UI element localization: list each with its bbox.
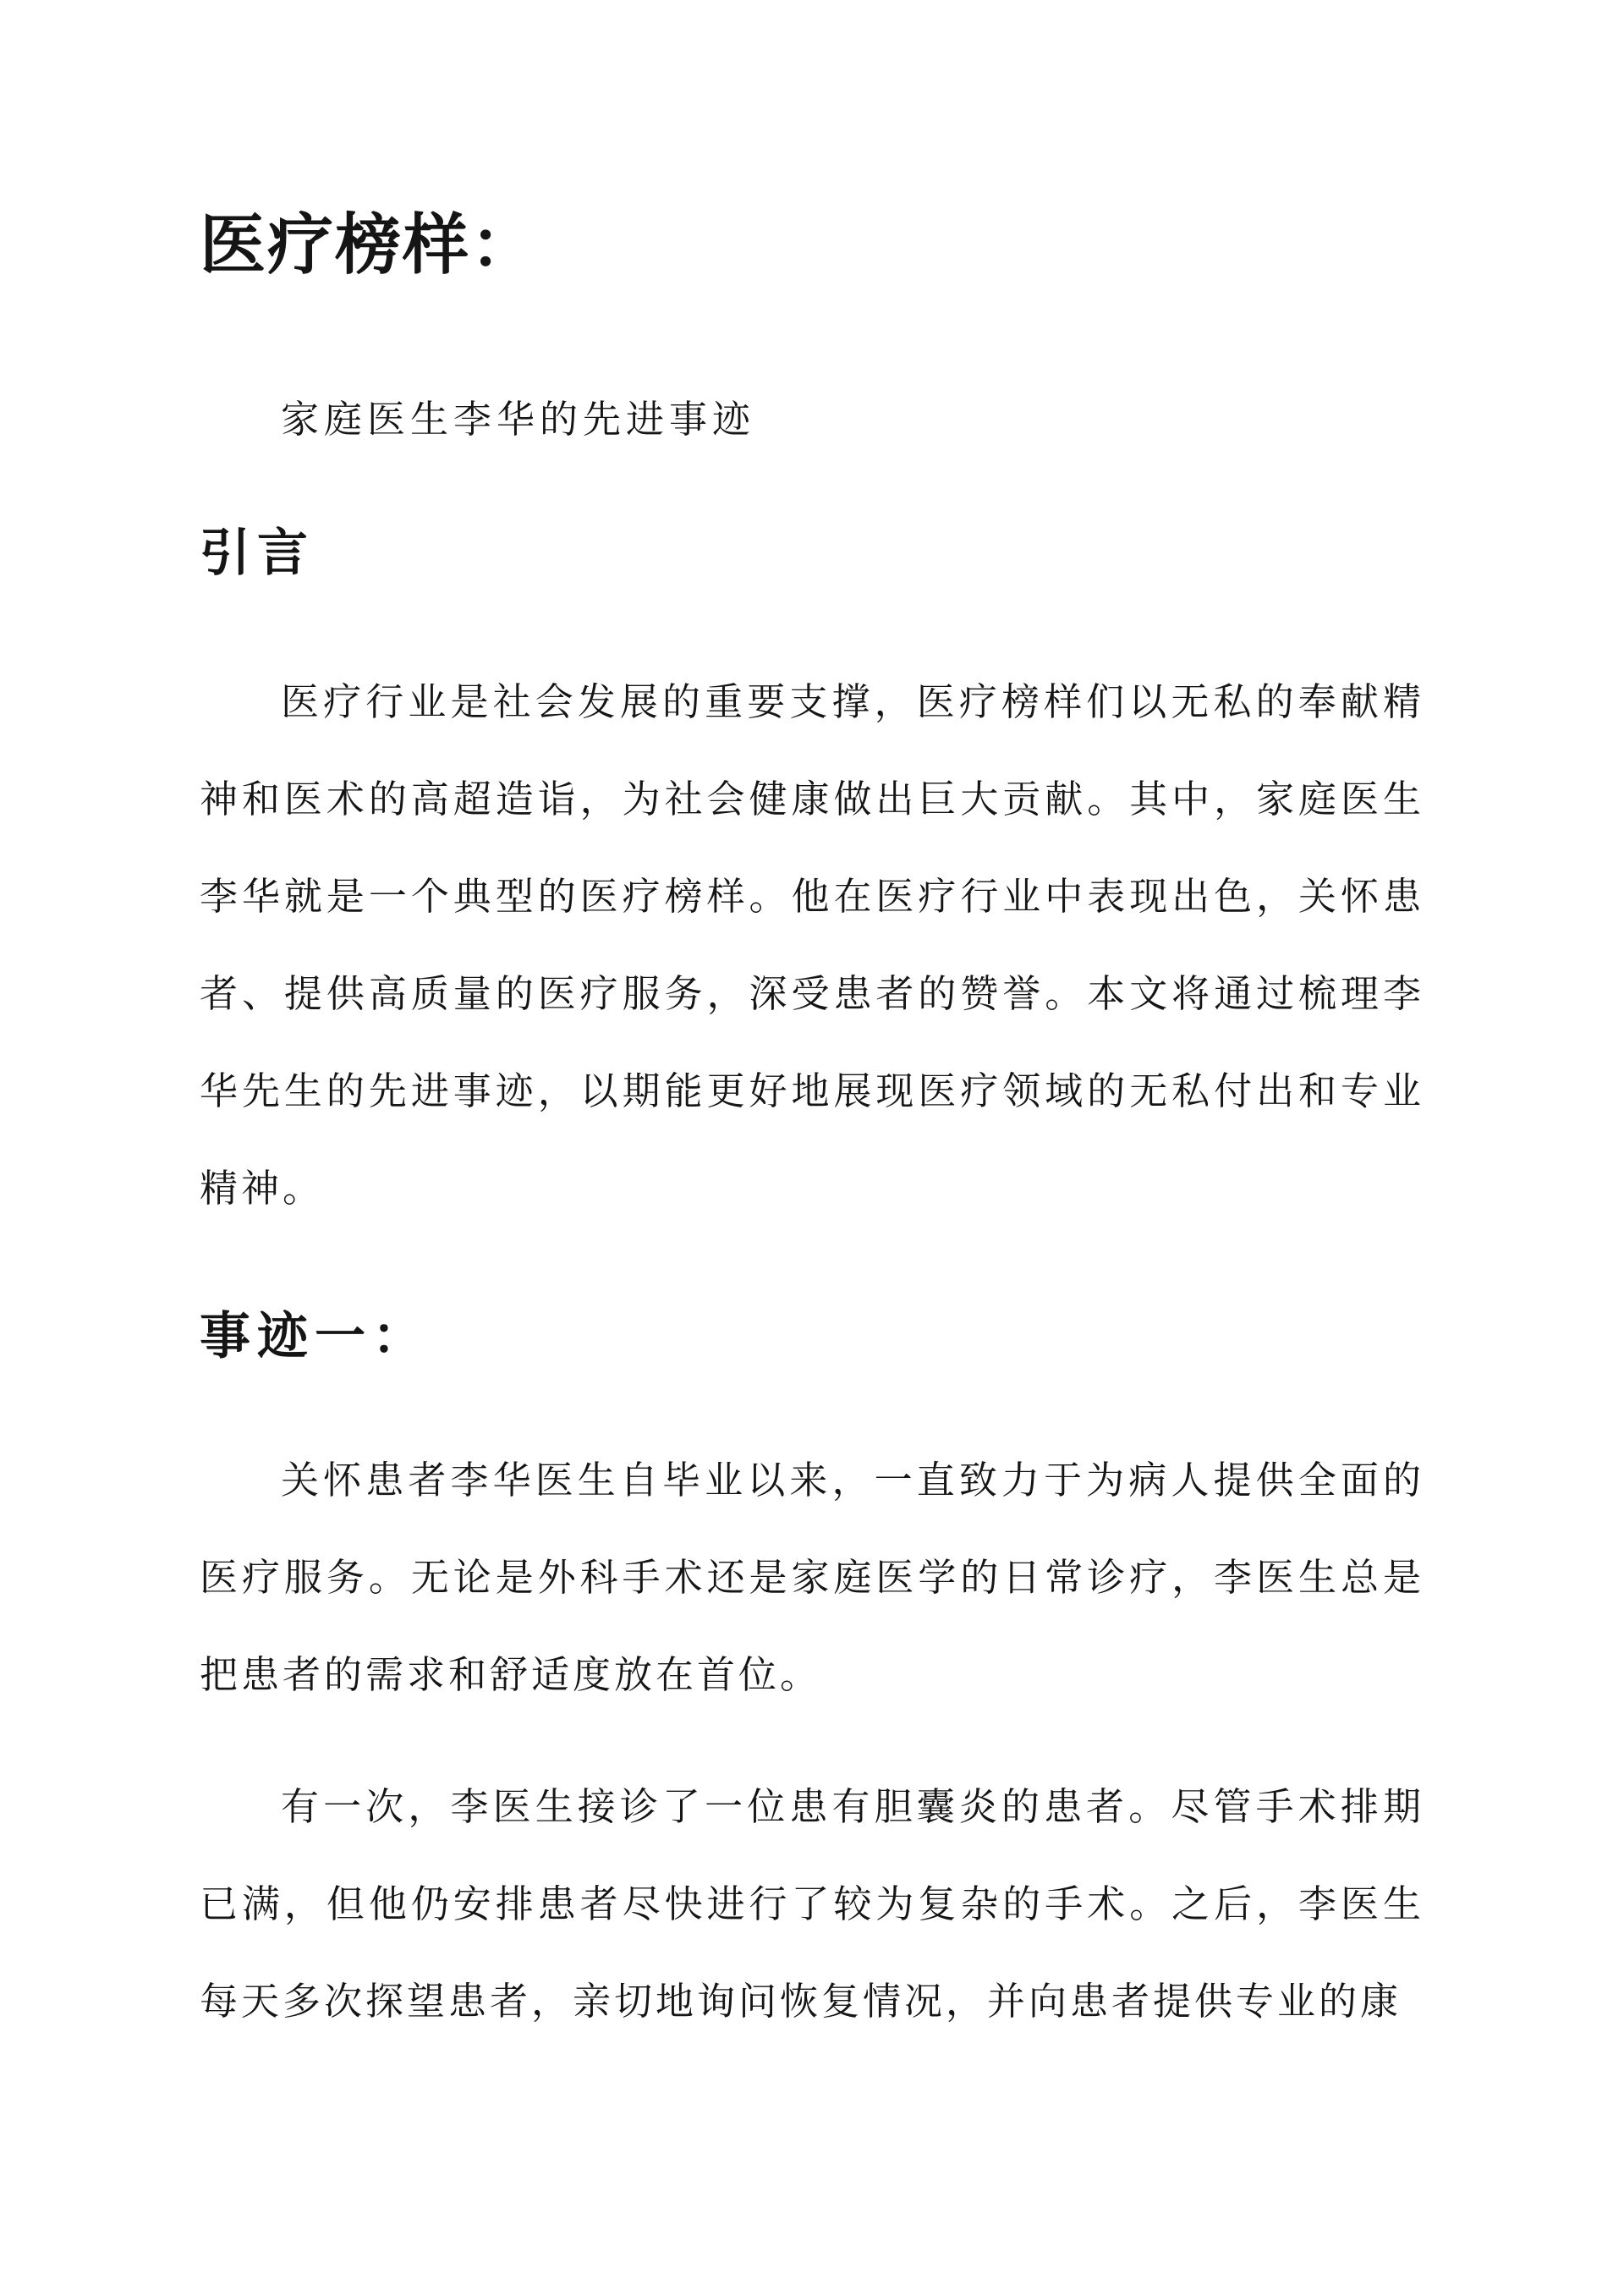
- deed-one-paragraph-2: 有一次，李医生接诊了一位患有胆囊炎的患者。尽管手术排期已满，但他仍安排患者尽快进行了较为复杂的手术。之后，李医生每天多次探望患者，亲切地询问恢复情况，并向患者提供专业的康: [200, 1784, 1424, 2024]
- section-heading-introduction: 引言: [200, 524, 315, 583]
- section-heading-deed-one: 事迹一：: [200, 1307, 430, 1366]
- introduction-paragraph: 医疗行业是社会发展的重要支撑，医疗榜样们以无私的奉献精神和医术的高超造诣，为社会健康做出巨大贡献。其中，家庭医生李华就是一个典型的医疗榜样。他在医疗行业中表现出色，关怀患者、提供高质量的医疗服务，深受患者的赞誉。本文将通过梳理李华先生的先进事迹，以期能更好地展现医疗领域的无私付出和专业精神。: [200, 679, 1424, 1211]
- document-subtitle: 家庭医生李华的先进事迹: [281, 397, 756, 442]
- document-title: 医疗榜样：: [200, 206, 539, 283]
- deed-one-paragraph-1: 关怀患者李华医生自毕业以来，一直致力于为病人提供全面的医疗服务。无论是外科手术还是家庭医学的日常诊疗，李医生总是把患者的需求和舒适度放在首位。: [200, 1458, 1424, 1697]
